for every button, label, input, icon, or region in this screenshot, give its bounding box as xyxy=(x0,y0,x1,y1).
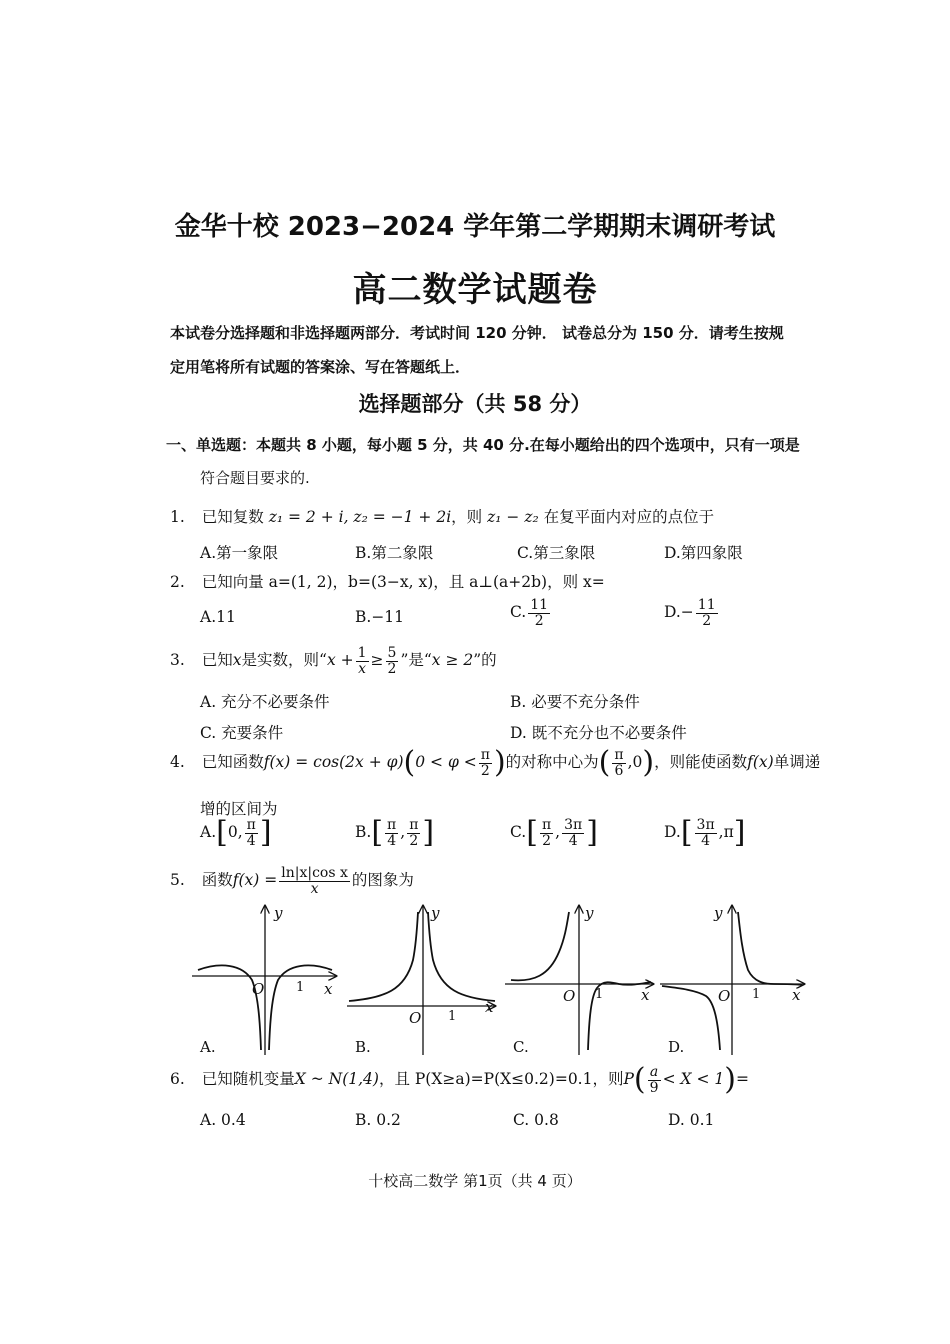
q4-option-b-start-den: 4 xyxy=(387,832,397,849)
q5-graph-c xyxy=(503,900,658,1060)
q3-frac2-num: 5 xyxy=(387,645,397,661)
q4-option-b: B.[ $\frac{\pi}{4}$ , $\frac{\pi}{2}$ ] xyxy=(355,815,435,851)
q4-option-d-prefix: D. xyxy=(664,823,681,842)
q5-d-x-label: x xyxy=(792,986,801,1004)
q3-option-c: C. 充要条件 xyxy=(200,724,284,742)
q4-cond: 0 < φ < xyxy=(415,753,477,772)
question-4: 4. 已知函数f(x) = cos(2x + φ)(0 < φ < $\frac{\pi}{2}$ )的对称中心为( $\frac{\pi}{6}$ ,0)，则能使函数f(x)单调递 xyxy=(170,745,821,781)
q5-func: f(x) = xyxy=(232,871,278,890)
exam-title: 金华十校 2023−2024 学年第二学期期末调研考试 xyxy=(174,212,776,242)
q4-option-d-start-den: 4 xyxy=(701,832,711,849)
paper-title: 高二数学试题卷 xyxy=(352,270,598,310)
q1-option-b: B.第二象限 xyxy=(355,544,434,562)
q6-option-a: A. 0.4 xyxy=(200,1111,246,1129)
q2-option-c-den: 2 xyxy=(534,612,544,629)
q5-option-a: A. xyxy=(200,1038,216,1056)
q1-difference: z₁ − z₂ xyxy=(487,508,539,526)
q4-stem-d: 单调递 xyxy=(773,753,821,772)
q3-expr-b: x ≥ 2 xyxy=(431,651,474,670)
q3-number: 3. xyxy=(170,651,185,670)
q4-func: f(x) = cos(2x + φ) xyxy=(263,753,404,772)
q3-frac2-den: 2 xyxy=(387,660,397,677)
question-2 xyxy=(170,570,605,592)
q3-ge: ≥ xyxy=(370,651,384,670)
q3-option-d: D. 既不充分也不必要条件 xyxy=(510,724,687,742)
q3-var-x: x xyxy=(232,651,242,670)
question-5 xyxy=(170,866,414,896)
q5-a-one: 1 xyxy=(296,980,305,995)
q5-b-one: 1 xyxy=(448,1009,457,1024)
q3-expr-a: x + xyxy=(326,651,354,670)
q4-option-c: C.[ $\frac{\pi}{2}$ , $\frac{3\pi}{4}$ ] xyxy=(510,815,598,851)
intro-line-2: 定用笔将所有试题的答案涂、写在答题纸上． xyxy=(170,358,471,376)
question-6: 6. 已知随机变量X ~ N(1,4)，且 P(X≥a)=P(X≤0.2)=0.1，则P( $\frac{a}{9}$ < X < 1)= xyxy=(170,1062,749,1098)
q5-d-one: 1 xyxy=(752,987,761,1002)
q5-option-c: C. xyxy=(513,1038,529,1056)
q5-c-x-label: x xyxy=(641,986,650,1004)
q5-option-d: D. xyxy=(668,1038,685,1056)
q5-b-y-label: y xyxy=(431,904,440,922)
q4-option-b-prefix: B. xyxy=(355,823,372,842)
q6-p: P xyxy=(623,1070,634,1089)
q5-c-origin: O xyxy=(563,987,576,1005)
q4-option-b-end-den: 2 xyxy=(409,832,419,849)
q5-d-y-label: y xyxy=(714,904,723,922)
q1-stem-c: ，则 xyxy=(451,508,483,526)
q4-option-c-comma: , xyxy=(555,823,561,842)
q2-option-b: B.−11 xyxy=(355,608,405,626)
q5-b-x-label: x xyxy=(485,998,494,1016)
q4-option-c-end-num: 3π xyxy=(564,817,583,833)
q1-number: 1. xyxy=(170,508,185,526)
q1-option-a: A.第一象限 xyxy=(200,544,279,562)
q3-stem-c: ”是“ xyxy=(400,651,432,670)
intro-line-1: 本试卷分选择题和非选择题两部分．考试时间 120 分钟． 试卷总分为 150 分．请考生按规 xyxy=(170,324,784,342)
part1-heading-cont: 符合题目要求的. xyxy=(200,469,310,487)
q6-number: 6. xyxy=(170,1070,185,1089)
q3-frac1-num: 1 xyxy=(357,645,367,661)
q4-option-b-start-num: π xyxy=(387,817,397,833)
q6-dist: X ~ N(1,4) xyxy=(294,1070,379,1089)
q4-option-c-start-num: π xyxy=(541,817,552,833)
q4-option-d: D.[ $\frac{3\pi}{4}$ ,π] xyxy=(664,815,746,851)
q3-stem-d: ”的 xyxy=(473,651,497,670)
q4-stem-a: 已知函数 xyxy=(201,753,264,772)
q5-b-origin: O xyxy=(409,1009,422,1027)
q4-option-c-prefix: C. xyxy=(510,823,527,842)
q5-c-one: 1 xyxy=(595,987,604,1002)
q3-frac1-den: x xyxy=(358,660,366,677)
q5-den: x xyxy=(310,880,319,897)
q3-stem-b: 是实数，则“ xyxy=(241,651,327,670)
q5-number: 5. xyxy=(170,871,185,890)
q4-stem-c: ，则能使函数 xyxy=(654,753,748,772)
q2-option-d-den: 2 xyxy=(702,612,712,629)
q5-num: ln|x|cos x xyxy=(281,865,348,881)
q5-graph-b xyxy=(345,900,500,1060)
q5-option-b: B. xyxy=(355,1038,371,1056)
q4-option-d-start-num: 3π xyxy=(696,817,715,833)
q5-stem-b: 的图象为 xyxy=(351,871,414,890)
q6-frac-num: a xyxy=(648,1065,661,1081)
q4-option-a-end-num: π xyxy=(246,817,256,833)
q1-option-d: D.第四象限 xyxy=(664,544,743,562)
q5-a-origin: O xyxy=(252,980,265,998)
q5-a-y-label: y xyxy=(274,904,283,922)
q4-option-b-end-num: π xyxy=(409,817,419,833)
q4-option-c-end-den: 4 xyxy=(568,832,578,849)
q1-option-c: C.第三象限 xyxy=(517,544,596,562)
q4-option-d-end: ,π xyxy=(718,823,734,842)
q4-fx: f(x) xyxy=(747,753,774,772)
q4-center-six: 6 xyxy=(614,762,624,779)
q4-cond-pi: π xyxy=(480,747,490,763)
q2-option-c xyxy=(510,598,552,628)
q5-c-y-label: y xyxy=(585,904,594,922)
q5-graph-a xyxy=(190,900,340,1060)
q5-a-x-label: x xyxy=(324,980,333,998)
q6-stem-a: 已知随机变量 xyxy=(201,1070,295,1089)
q4-option-b-comma: , xyxy=(400,823,406,842)
q5-graph-d xyxy=(658,900,808,1060)
part1-heading: 一、单选题：本题共 8 小题，每小题 5 分，共 40 分.在每小题给出的四个选项中，只有一项是 xyxy=(166,436,800,454)
q2-option-c-num: 11 xyxy=(530,597,549,613)
q4-stem-b: 的对称中心为 xyxy=(505,753,599,772)
page-footer: 十校高二数学 第1页（共 4 页） xyxy=(368,1172,582,1190)
q4-option-a-end-den: 4 xyxy=(246,832,256,849)
q1-stem-e: 在复平面内对应的点位于 xyxy=(543,508,715,526)
q4-center-pi: π xyxy=(614,747,624,763)
q1-stem-a: 已知复数 xyxy=(201,508,264,526)
q4-option-a: A.[0, $\frac{\pi}{4}$ ] xyxy=(200,815,272,851)
q4-option-a-start: 0, xyxy=(227,823,243,842)
q4-center-zero: ,0 xyxy=(627,753,643,772)
q3-option-a: A. 充分不必要条件 xyxy=(200,693,330,711)
q6-eq: = xyxy=(735,1070,749,1089)
q2-option-d-num: 11 xyxy=(697,597,716,613)
q4-cond-two: 2 xyxy=(480,762,490,779)
q6-stem-b: ，且 P(X≥a)=P(X≤0.2)=0.1，则 xyxy=(378,1070,624,1089)
q5-stem-a: 函数 xyxy=(201,871,233,890)
q2-option-d-prefix: D.− xyxy=(664,603,694,622)
q4-stem-e: 增的区间为 xyxy=(200,800,278,818)
q2-option-a: A.11 xyxy=(200,608,236,626)
question-3 xyxy=(170,646,497,676)
q2-number: 2. xyxy=(170,573,185,591)
q2-option-d xyxy=(664,598,720,628)
q6-frac-den: 9 xyxy=(649,1079,659,1096)
q6-option-c: C. 0.8 xyxy=(513,1111,559,1129)
q2-option-c-prefix: C. xyxy=(510,603,527,622)
q6-tail: < X < 1 xyxy=(662,1070,725,1089)
q2-stem: 已知向量 a=(1, 2)，b=(3−x, x)，且 a⊥(a+2b)，则 x= xyxy=(201,573,605,591)
q6-option-b: B. 0.2 xyxy=(355,1111,401,1129)
q3-stem-a: 已知 xyxy=(201,651,233,670)
q6-option-d: D. 0.1 xyxy=(668,1111,715,1129)
q1-complex-values: z₁ = 2 + i, z₂ = −1 + 2i xyxy=(268,508,452,526)
section-title: 选择题部分（共 58 分） xyxy=(358,392,592,416)
question-1 xyxy=(170,505,714,527)
q4-number: 4. xyxy=(170,753,185,772)
q4-option-c-start-den: 2 xyxy=(542,832,552,849)
q3-option-b: B. 必要不充分条件 xyxy=(510,693,640,711)
q5-d-origin: O xyxy=(718,987,731,1005)
q4-option-a-prefix: A. xyxy=(200,823,217,842)
